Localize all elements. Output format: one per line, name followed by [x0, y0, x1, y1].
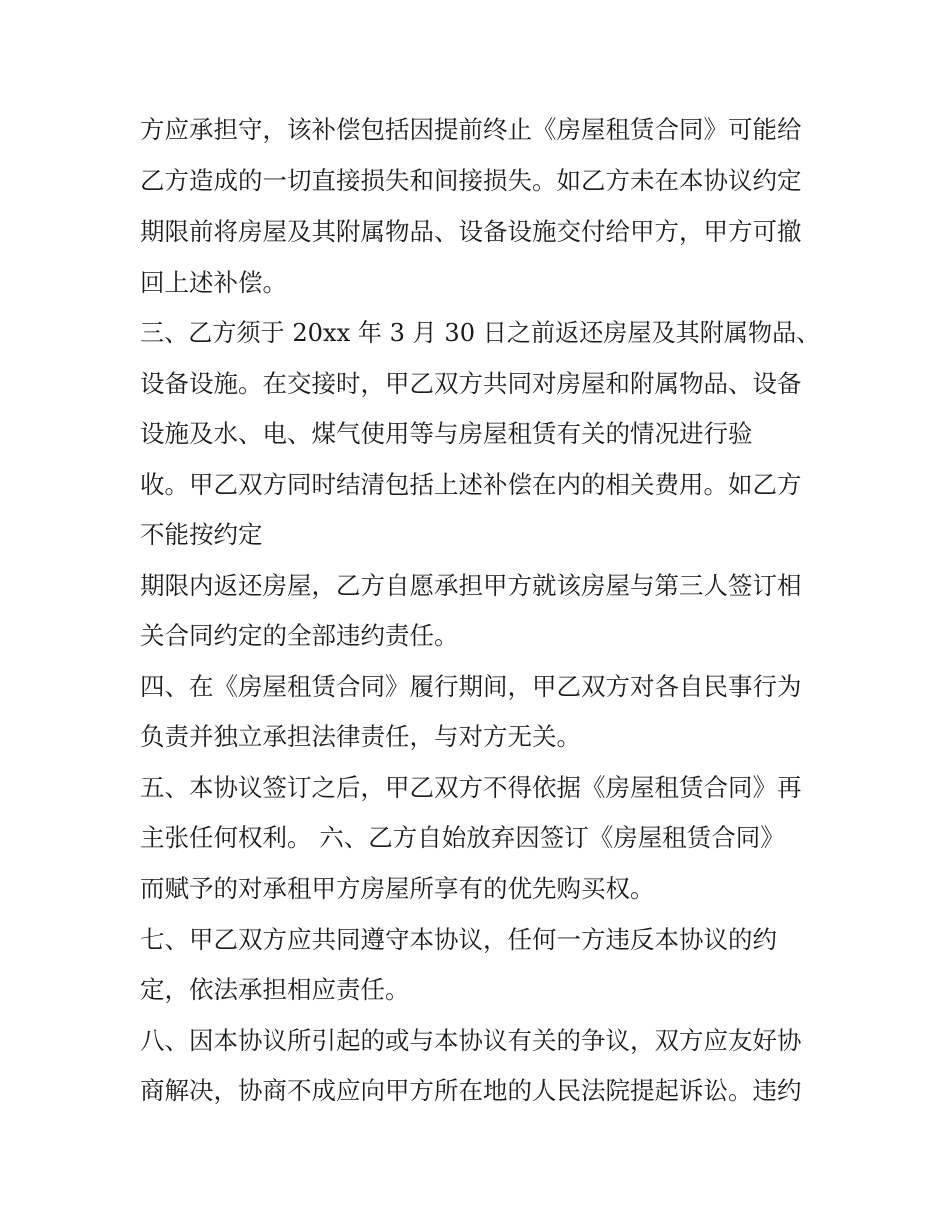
text-line-12: 四、在《房屋租赁合同》履行期间，甲乙双方对各自民事行为: [140, 672, 802, 701]
text-line-8: 收。甲乙双方同时结清包括上述补偿在内的相关费用。如乙方: [140, 470, 802, 499]
text-line-5: 三、乙方须于 20xx 年 3 月 30 日之前返还房屋及其附属物品、: [140, 318, 821, 347]
text-line-3: 期限前将房屋及其附属物品、设备设施交付给甲方，甲方可撤: [140, 217, 802, 246]
text-line-13: 负责并独立承担法律责任，与对方无关。: [140, 722, 581, 751]
text-line-9: 不能按约定: [140, 520, 263, 549]
text-line-18: 定，依法承担相应责任。: [140, 975, 410, 1004]
text-line-1: 方应承担守，该补偿包括因提前终止《房屋租赁合同》可能给: [140, 115, 802, 144]
text-line-19: 八、因本协议所引起的或与本协议有关的争议，双方应友好协: [140, 1026, 802, 1055]
text-line-10: 期限内返还房屋，乙方自愿承担甲方就该房屋与第三人签订相: [140, 571, 802, 600]
text-line-17: 七、甲乙双方应共同遵守本协议，任何一方违反本协议的约: [140, 925, 777, 954]
text-line-2: 乙方造成的一切直接损失和间接损失。如乙方未在本协议约定: [140, 166, 802, 195]
text-line-16: 而赋予的对承租甲方房屋所享有的优先购买权。: [140, 874, 655, 903]
text-line-7: 设施及水、电、煤气使用等与房屋租赁有关的情况进行验: [140, 419, 753, 448]
text-line-20: 商解决，协商不成应向甲方所在地的人民法院提起诉讼。违约: [140, 1076, 802, 1105]
text-line-6: 设备设施。在交接时，甲乙双方共同对房屋和附属物品、设备: [140, 369, 802, 398]
text-line-14: 五、本协议签订之后，甲乙双方不得依据《房屋租赁合同》再: [140, 773, 802, 802]
text-line-4: 回上述补偿。: [140, 268, 287, 297]
text-line-15: 主张任何权利。 六、乙方自始放弃因签订《房屋租赁合同》: [140, 823, 785, 852]
text-line-11: 关合同约定的全部违约责任。: [140, 621, 459, 650]
